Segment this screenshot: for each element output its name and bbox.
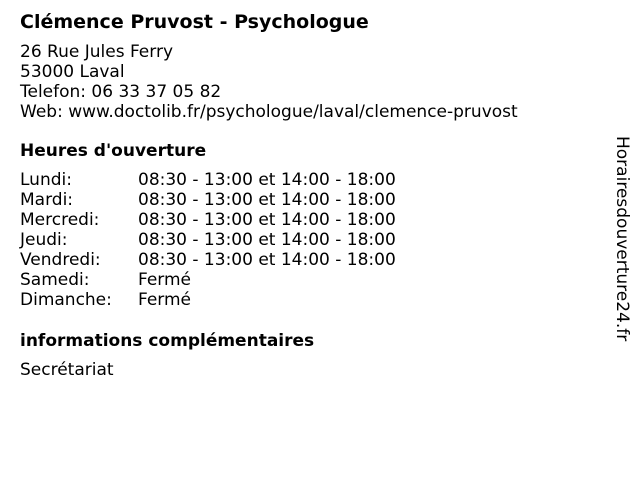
additional-info-text: Secrétariat xyxy=(20,360,114,380)
day-label: Mercredi: xyxy=(20,210,100,230)
opening-hours-heading: Heures d'ouverture xyxy=(20,141,207,161)
hours-row-wednesday xyxy=(20,210,600,230)
day-label: Samedi: xyxy=(20,270,90,290)
address-block xyxy=(20,42,600,122)
page-title: Clémence Pruvost - Psychologue xyxy=(20,11,369,33)
website-link[interactable]: Web: www.doctolib.fr/psychologue/laval/clemence-pruvost xyxy=(20,102,518,122)
hours-row-friday xyxy=(20,250,600,270)
hours-row-tuesday xyxy=(20,190,600,210)
day-label: Dimanche: xyxy=(20,290,112,310)
time-value: Fermé xyxy=(138,270,192,290)
hours-row-thursday xyxy=(20,230,600,250)
day-label: Jeudi: xyxy=(20,230,68,250)
time-value: 08:30 - 13:00 et 14:00 - 18:00 xyxy=(138,190,396,210)
day-label: Mardi: xyxy=(20,190,74,210)
time-value: 08:30 - 13:00 et 14:00 - 18:00 xyxy=(138,250,396,270)
hours-row-monday xyxy=(20,170,600,190)
day-label: Vendredi: xyxy=(20,250,101,270)
street-address: 26 Rue Jules Ferry xyxy=(20,42,173,62)
business-card xyxy=(20,10,600,380)
day-label: Lundi: xyxy=(20,170,72,190)
time-value: Fermé xyxy=(138,290,192,310)
city-address: 53000 Laval xyxy=(20,62,125,82)
time-value: 08:30 - 13:00 et 14:00 - 18:00 xyxy=(138,170,396,190)
opening-hours-section xyxy=(20,140,600,310)
hours-row-sunday xyxy=(20,290,600,310)
additional-info-heading: informations complémentaires xyxy=(20,331,315,351)
hours-row-saturday xyxy=(20,270,600,290)
brand-watermark: Horairesdouverture24.fr xyxy=(612,136,632,342)
time-value: 08:30 - 13:00 et 14:00 - 18:00 xyxy=(138,210,396,230)
time-value: 08:30 - 13:00 et 14:00 - 18:00 xyxy=(138,230,396,250)
additional-info-section xyxy=(20,330,600,380)
phone-number: Telefon: 06 33 37 05 82 xyxy=(20,82,222,102)
